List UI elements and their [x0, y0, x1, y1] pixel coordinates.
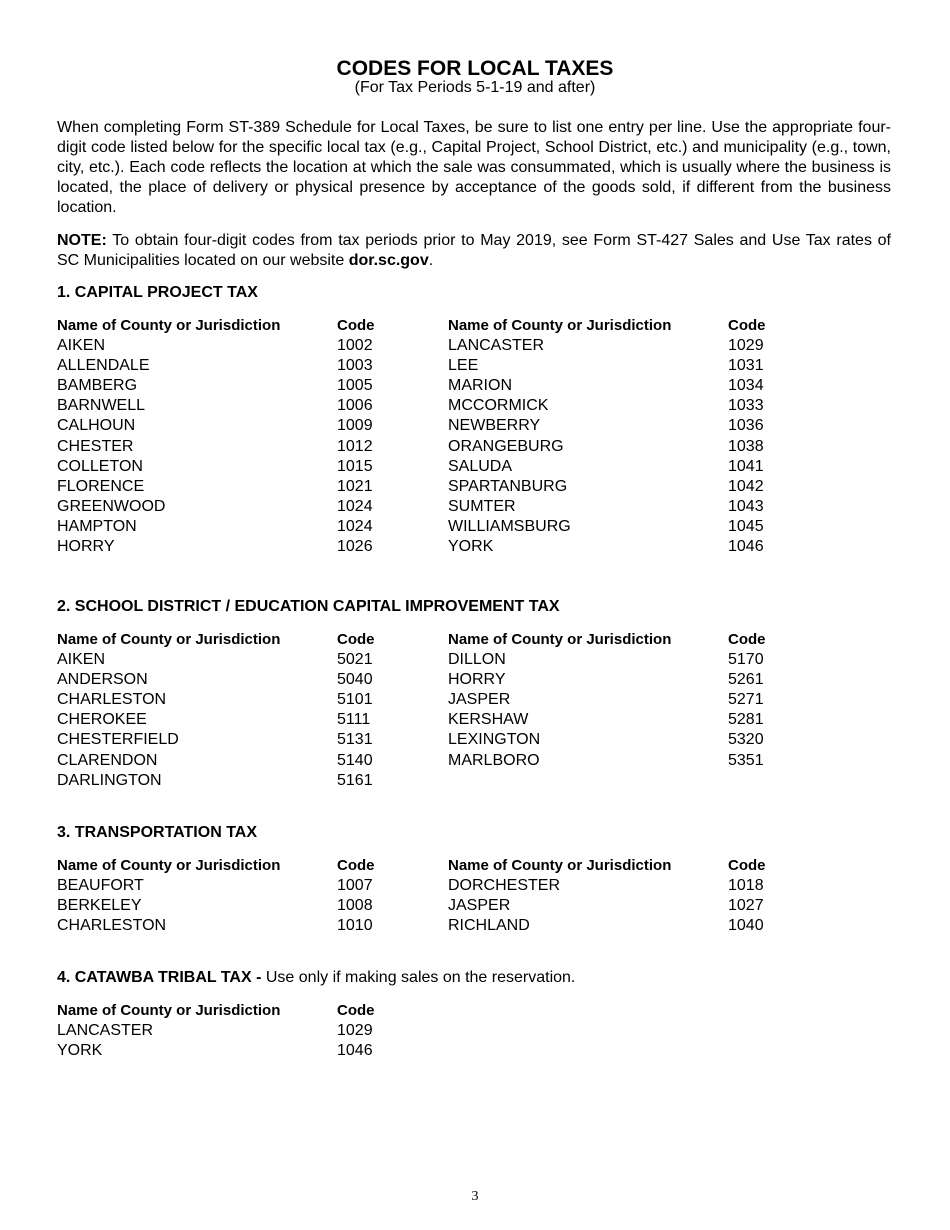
jurisdiction-name: LEE	[448, 357, 479, 375]
jurisdiction-code	[728, 771, 788, 791]
note-paragraph	[57, 231, 891, 271]
jurisdiction-name: RICHLAND	[448, 917, 530, 935]
jurisdiction-name: YORK	[57, 1042, 103, 1060]
jurisdiction-code: 1033	[728, 397, 764, 415]
page-title: CODES FOR LOCAL TAXES	[336, 57, 614, 80]
jurisdiction-name: BERKELEY	[57, 897, 142, 915]
jurisdiction-code: 1038	[728, 437, 764, 455]
jurisdiction-name: NEWBERRY	[448, 417, 541, 435]
table-row	[57, 1021, 448, 1041]
jurisdiction-name: LEXINGTON	[448, 731, 541, 749]
jurisdiction-name: ORANGEBURG	[448, 437, 564, 455]
col-header-code: Code	[337, 857, 375, 874]
intro-paragraph: When completing Form ST-389 Schedule for Local Taxes, be sure to list one entry per line. Use the appropriate four-digit code listed below for the specific local tax (e.g., Capital Project, School District, etc.) and municipality (e.g., town, city, etc.). Each code reflects the location at which the sale was consummated, which is usually where the business is located, the place of delivery or physical presence by acceptance of the goods sold, if different from the business location.	[57, 119, 891, 216]
note-text: To obtain four-digit codes from tax periods prior to May 2019, see Form ST-427 Sales and Use Tax rates of SC Municipalities located on our website	[57, 232, 891, 269]
table-header	[57, 630, 788, 650]
table-row	[57, 376, 788, 396]
jurisdiction-code: 1040	[728, 917, 764, 935]
jurisdiction-code: 1018	[728, 877, 764, 895]
jurisdiction-name: COLLETON	[57, 457, 143, 475]
jurisdiction-name: FLORENCE	[57, 477, 145, 495]
jurisdiction-name: SALUDA	[448, 457, 513, 475]
col-header-code: Code	[728, 857, 766, 874]
jurisdiction-name: DARLINGTON	[57, 771, 162, 789]
table-row	[57, 396, 788, 416]
jurisdiction-code: 5281	[728, 711, 764, 729]
jurisdiction-name: JASPER	[448, 691, 511, 709]
table-row	[57, 336, 788, 356]
jurisdiction-code: 5021	[337, 651, 373, 669]
jurisdiction-name: WILLIAMSBURG	[448, 517, 571, 535]
jurisdiction-code: 1008	[337, 897, 373, 915]
jurisdiction-name: HAMPTON	[57, 517, 137, 535]
jurisdiction-name: ALLENDALE	[57, 357, 150, 375]
jurisdiction-name: CHARLESTON	[57, 691, 167, 709]
jurisdiction-code: 1031	[728, 357, 764, 375]
jurisdiction-code: 1046	[337, 1042, 373, 1060]
jurisdiction-name: ANDERSON	[57, 671, 148, 689]
jurisdiction-code: 5101	[337, 691, 373, 709]
jurisdiction-name: DILLON	[448, 651, 506, 669]
col-header-name: Name of County or Jurisdiction	[57, 631, 281, 648]
section-heading-label: 4. CATAWBA TRIBAL TAX -	[57, 969, 266, 986]
jurisdiction-name: BAMBERG	[57, 377, 138, 395]
table-row	[57, 457, 788, 477]
table-row	[57, 537, 788, 557]
website-link[interactable]: dor.sc.gov	[348, 252, 429, 269]
jurisdiction-code: 1010	[337, 917, 373, 935]
jurisdiction-name: AIKEN	[57, 337, 106, 355]
jurisdiction-code: 5111	[337, 711, 371, 729]
jurisdiction-name: HORRY	[57, 538, 115, 556]
jurisdiction-code: 5040	[337, 671, 373, 689]
col-header-code: Code	[337, 1002, 375, 1019]
jurisdiction-code: 1036	[728, 417, 764, 435]
jurisdiction-code: 1024	[337, 517, 373, 535]
jurisdiction-name: JASPER	[448, 897, 511, 915]
jurisdiction-name: YORK	[448, 538, 494, 556]
jurisdiction-name: AIKEN	[57, 651, 106, 669]
jurisdiction-code: 1027	[728, 897, 764, 915]
jurisdiction-code: 1034	[728, 377, 764, 395]
jurisdiction-code: 5271	[728, 691, 764, 709]
jurisdiction-name: BARNWELL	[57, 397, 146, 415]
page-number: 3	[471, 1189, 479, 1204]
table-row	[57, 916, 788, 936]
table-row	[57, 437, 788, 457]
table-row	[57, 710, 788, 730]
jurisdiction-code: 1021	[337, 477, 373, 495]
jurisdiction-code: 1041	[728, 457, 764, 475]
jurisdiction-name: MARLBORO	[448, 751, 540, 769]
section-heading: 1. CAPITAL PROJECT TAX	[57, 284, 258, 301]
col-header-code: Code	[728, 631, 766, 648]
jurisdiction-code: 5140	[337, 751, 373, 769]
jurisdiction-name: KERSHAW	[448, 711, 529, 729]
jurisdiction-name: MCCORMICK	[448, 397, 549, 415]
jurisdiction-code: 5131	[337, 731, 373, 749]
jurisdiction-name: MARION	[448, 377, 512, 395]
table-row	[57, 690, 788, 710]
jurisdiction-code: 1006	[337, 397, 373, 415]
table-header	[57, 316, 788, 336]
col-header-name: Name of County or Jurisdiction	[57, 1002, 281, 1019]
jurisdiction-code: 5261	[728, 671, 764, 689]
jurisdiction-code: 5351	[728, 751, 764, 769]
table-row	[57, 477, 788, 497]
jurisdiction-code: 1024	[337, 497, 373, 515]
table-row	[57, 771, 788, 791]
page-subtitle: (For Tax Periods 5-1-19 and after)	[354, 79, 596, 96]
col-header-code: Code	[337, 317, 375, 334]
code-table	[57, 1001, 448, 1061]
section-heading	[57, 969, 575, 987]
jurisdiction-code: 1005	[337, 377, 373, 395]
jurisdiction-name: CLARENDON	[57, 751, 158, 769]
jurisdiction-code: 1045	[728, 517, 764, 535]
jurisdiction-name: CALHOUN	[57, 417, 136, 435]
col-header-code: Code	[728, 317, 766, 334]
table-header	[57, 1001, 448, 1021]
jurisdiction-name: CHEROKEE	[57, 711, 147, 729]
jurisdiction-name: CHESTERFIELD	[57, 731, 179, 749]
jurisdiction-code: 1003	[337, 357, 373, 375]
jurisdiction-name: CHARLESTON	[57, 917, 167, 935]
jurisdiction-name: CHESTER	[57, 437, 134, 455]
jurisdiction-code: 1015	[337, 457, 373, 475]
table-row	[57, 497, 788, 517]
jurisdiction-code: 5161	[337, 771, 373, 789]
code-table	[57, 316, 788, 557]
jurisdiction-name: BEAUFORT	[57, 877, 144, 895]
col-header-name: Name of County or Jurisdiction	[448, 317, 672, 334]
table-row	[57, 517, 788, 537]
col-header-name: Name of County or Jurisdiction	[448, 857, 672, 874]
jurisdiction-name: LANCASTER	[57, 1022, 154, 1040]
table-row	[57, 751, 788, 771]
jurisdiction-code: 1002	[337, 337, 373, 355]
table-row	[57, 896, 788, 916]
note-label: NOTE:	[57, 232, 107, 249]
table-row	[57, 356, 788, 376]
jurisdiction-code: 1012	[337, 437, 373, 455]
code-table	[57, 856, 788, 936]
jurisdiction-name: SUMTER	[448, 497, 516, 515]
jurisdiction-code: 5170	[728, 651, 764, 669]
jurisdiction-code: 1007	[337, 877, 373, 895]
jurisdiction-code: 1042	[728, 477, 764, 495]
col-header-name: Name of County or Jurisdiction	[57, 317, 281, 334]
jurisdiction-name: LANCASTER	[448, 337, 545, 355]
jurisdiction-code: 1043	[728, 497, 764, 515]
section-heading: 2. SCHOOL DISTRICT / EDUCATION CAPITAL IMPROVEMENT TAX	[57, 598, 560, 615]
table-row	[57, 416, 788, 436]
col-header-name: Name of County or Jurisdiction	[57, 857, 281, 874]
code-table	[57, 630, 788, 791]
note-end: .	[428, 252, 434, 269]
jurisdiction-code: 5320	[728, 731, 764, 749]
table-row	[57, 1041, 448, 1061]
table-row	[57, 650, 788, 670]
jurisdiction-code: 1029	[337, 1022, 373, 1040]
table-row	[57, 670, 788, 690]
table-row	[57, 730, 788, 750]
table-row	[57, 876, 788, 896]
jurisdiction-name: DORCHESTER	[448, 877, 561, 895]
jurisdiction-name: GREENWOOD	[57, 497, 166, 515]
jurisdiction-name: SPARTANBURG	[448, 477, 568, 495]
section-heading-note: Use only if making sales on the reservation.	[265, 969, 576, 986]
col-header-code: Code	[337, 631, 375, 648]
jurisdiction-name	[448, 771, 728, 791]
jurisdiction-code: 1029	[728, 337, 764, 355]
col-header-name: Name of County or Jurisdiction	[448, 631, 672, 648]
jurisdiction-code: 1026	[337, 538, 373, 556]
section-heading: 3. TRANSPORTATION TAX	[57, 824, 257, 841]
jurisdiction-name: HORRY	[448, 671, 506, 689]
table-header	[57, 856, 788, 876]
jurisdiction-code: 1009	[337, 417, 373, 435]
jurisdiction-code: 1046	[728, 538, 764, 556]
